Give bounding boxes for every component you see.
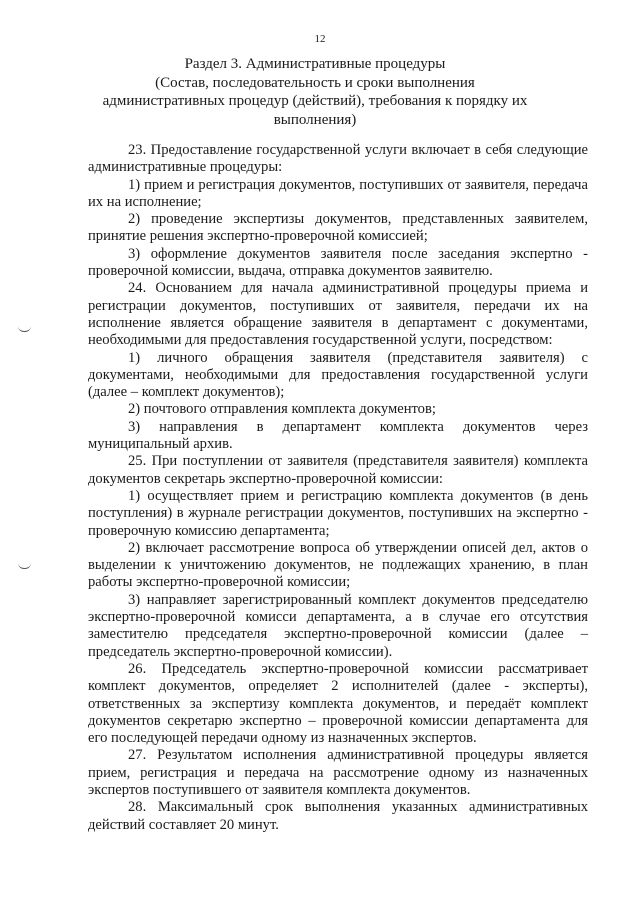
list-item-24-3: 3) направления в департамент комплекта документов через муниципальный архив.	[88, 418, 588, 453]
section-title: Раздел 3. Административные процедуры	[184, 56, 446, 72]
document-body	[88, 142, 588, 834]
list-item-23-2: 2) проведение экспертизы документов, представленных заявителем, принятие решения экспертно-проверочной комиссией;	[88, 211, 588, 245]
list-item-25-1: 1) осуществляет прием и регистрацию комплекта документов (в день поступления) в журнале регистрации документов, поступивших на экспертно - проверочную комиссию департамента;	[88, 487, 588, 539]
list-item-24-1: 1) личного обращения заявителя (представителя заявителя) с документами, необходимыми для предоставления государственной услуги (далее – комплект документов);	[88, 349, 588, 401]
paragraph-23: 23. Предоставление государственной услуги включает в себя следующие административные процедуры:	[88, 142, 588, 176]
page-number: 12	[314, 33, 326, 45]
list-item-25-2: 2) включает рассмотрение вопроса об утверждении описей дел, актов о выделении к уничтожению документов, не подлежащих хранению, в план работы экспертно-проверочной комиссии;	[88, 539, 588, 591]
list-item-25-3: 3) направляет зарегистрированный комплект документов председателю экспертно-проверочной комисси департамента, а в случае его отсутствия заместителю председателя экспертно-проверочной комиссии (далее – председатель экспертно-проверочной комиссии).	[88, 591, 588, 660]
binder-hole-mark	[18, 563, 31, 569]
paragraph-25: 25. При поступлении от заявителя (представителя заявителя) комплекта документов секретарь экспертно-проверочной комиссии:	[88, 453, 588, 487]
section-subtitle-line-2: административных процедур (действий), требования к порядку их	[102, 93, 528, 109]
section-heading	[100, 55, 530, 129]
list-item-24-2: 2) почтового отправления комплекта документов;	[128, 401, 436, 418]
paragraph-24: 24. Основанием для начала административной процедуры приема и регистрации документов, поступивших от заявителя, передачи их на исполнение является обращение заявителя в департамент с документами, необходимыми для предоставления государственной услуги, посредством:	[88, 280, 588, 349]
paragraph-27: 27. Результатом исполнения административной процедуры является прием, регистрация и передача на рассмотрение одному из назначенных экспертов поступившего от заявителя комплекта документов.	[88, 747, 588, 798]
binder-hole-mark	[18, 326, 31, 332]
paragraph-26: 26. Председатель экспертно-проверочной комиссии рассматривает комплект документов, определяет 2 исполнителей (далее - эксперты), ответственных за экспертизу комплекта документов, и передаёт комплект документов секретарю экспертно – проверочной комиссии департамента для его последующей передачи одному из назначенных экспертов.	[88, 660, 588, 747]
list-item-23-1: 1) прием и регистрация документов, поступивших от заявителя, передача их на исполнение;	[88, 176, 588, 210]
paragraph-28: 28. Максимальный срок выполнения указанных административных действий составляет 20 минут.	[88, 799, 588, 833]
section-subtitle-line-1: (Состав, последовательность и сроки выполнения	[155, 74, 475, 91]
list-item-23-3: 3) оформление документов заявителя после заседания экспертно - проверочной комиссии, выдача, отправка документов заявителю.	[88, 245, 588, 280]
section-subtitle-line-3: выполнения)	[273, 111, 357, 128]
